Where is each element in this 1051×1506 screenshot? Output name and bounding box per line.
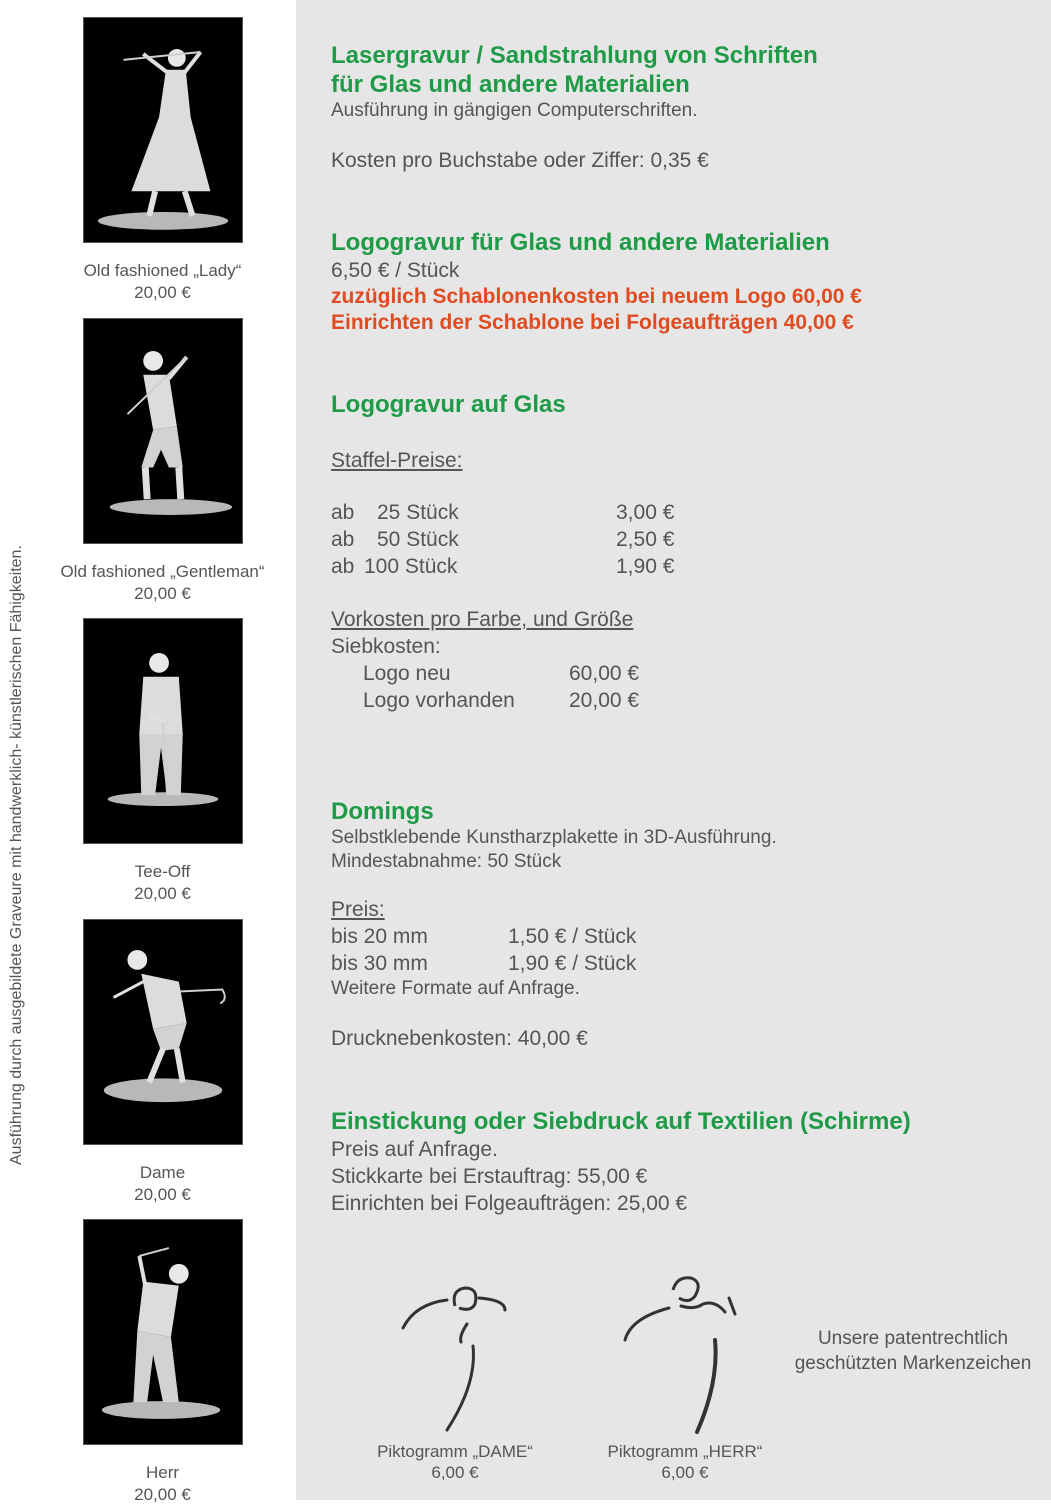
unit-price: 6,50 € / Stück [331, 259, 460, 282]
domings-more: Weitere Formate auf Anfrage. [331, 978, 580, 999]
trademark-note: Unsere patentrechtlich geschützten Markenzeichen [794, 1328, 1032, 1374]
product-card[interactable] [40, 318, 285, 605]
staffel-label: Staffel-Preise: [331, 449, 463, 472]
product-card[interactable] [40, 1219, 285, 1506]
product-price: 20,00 € [134, 584, 191, 603]
product-name: Herr [145, 1463, 180, 1482]
section-title: für Glas und andere Materialien [331, 71, 690, 98]
tier-row: ab 50 Stück 2,50 € [331, 528, 675, 551]
sidebar-note: Ausführung durch ausgebildete Graveure mit handwerklich- künstlerischen Fähigkeiten. [8, 545, 25, 1165]
golfer-lady-figure [83, 17, 243, 243]
pictogram-dame-icon [355, 1276, 555, 1436]
section-description: Ausführung in gängigen Computerschriften. [331, 100, 698, 121]
product-price: 20,00 € [134, 884, 191, 903]
domings-price-row: bis 30 mm 1,90 € / Stück [331, 952, 637, 975]
pictogram-name: Piktogramm „HERR“ [607, 1442, 763, 1461]
vorkosten-label: Vorkosten pro Farbe, und Größe [331, 608, 634, 631]
pictogram-herr-icon [585, 1270, 785, 1436]
product-name: Old fashioned „Gentleman“ [60, 562, 265, 581]
pictogram-dame[interactable] [355, 1276, 555, 1483]
section-title: Logogravur auf Glas [331, 391, 566, 418]
pictogram-herr[interactable] [585, 1270, 785, 1483]
section-textilien [331, 1107, 911, 1217]
surcharge-new-logo: zuzüglich Schablonenkosten bei neuem Logo 60,00 € [331, 285, 862, 308]
product-price: 20,00 € [134, 283, 191, 302]
pictogram-price: 6,00 € [661, 1463, 709, 1482]
pictogram-name: Piktogramm „DAME“ [377, 1442, 533, 1461]
product-price: 20,00 € [134, 1485, 191, 1504]
golfer-gentleman-figure [83, 318, 243, 544]
section-logogravur-glas [331, 390, 674, 714]
section-title: Logogravur für Glas und andere Materialien [331, 229, 830, 256]
section-title: Lasergravur / Sandstrahlung von Schriften [331, 42, 818, 69]
section-lasergravur [331, 41, 818, 174]
product-price: 20,00 € [134, 1185, 191, 1204]
tier-row: ab 100 Stück 1,90 € [331, 555, 675, 578]
product-name: Old fashioned „Lady“ [83, 261, 242, 280]
sieb-row: Logo neu 60,00 € [363, 662, 640, 685]
sieb-label: Siebkosten: [331, 635, 441, 658]
druck-cost: Drucknebenkosten: 40,00 € [331, 1027, 588, 1050]
sieb-row: Logo vorhanden 20,00 € [363, 689, 640, 712]
surcharge-followup: Einrichten der Schablone bei Folgeaufträgen 40,00 € [331, 311, 854, 334]
product-name: Dame [139, 1163, 186, 1182]
textile-line: Preis auf Anfrage. [331, 1138, 498, 1161]
product-card[interactable] [40, 618, 285, 905]
tier-row: ab 25 Stück 3,00 € [331, 501, 675, 524]
golfer-herr-figure [83, 1219, 243, 1445]
golfer-tee-off-figure [83, 618, 243, 844]
golfer-dame-figure [83, 919, 243, 1145]
preis-label: Preis: [331, 898, 385, 921]
product-name: Tee-Off [134, 862, 191, 881]
textile-line: Einrichten bei Folgeaufträgen: 25,00 € [331, 1192, 688, 1215]
domings-description: Selbstklebende Kunstharzplakette in 3D-Ausführung. [331, 827, 777, 848]
domings-price-row: bis 20 mm 1,50 € / Stück [331, 925, 637, 948]
pictogram-price: 6,00 € [431, 1463, 479, 1482]
letter-cost: Kosten pro Buchstabe oder Ziffer: 0,35 € [331, 149, 709, 172]
section-domings [331, 797, 777, 1052]
domings-minimum: Mindestabnahme: 50 Stück [331, 851, 562, 872]
product-card[interactable] [40, 919, 285, 1206]
section-logogravur-materialien [331, 228, 862, 336]
tier-list [331, 499, 674, 580]
section-title: Einstickung oder Siebdruck auf Textilien (Schirme) [331, 1108, 911, 1135]
section-title: Domings [331, 798, 434, 825]
textile-line: Stickkarte bei Erstauftrag: 55,00 € [331, 1165, 648, 1188]
product-card[interactable] [40, 17, 285, 304]
